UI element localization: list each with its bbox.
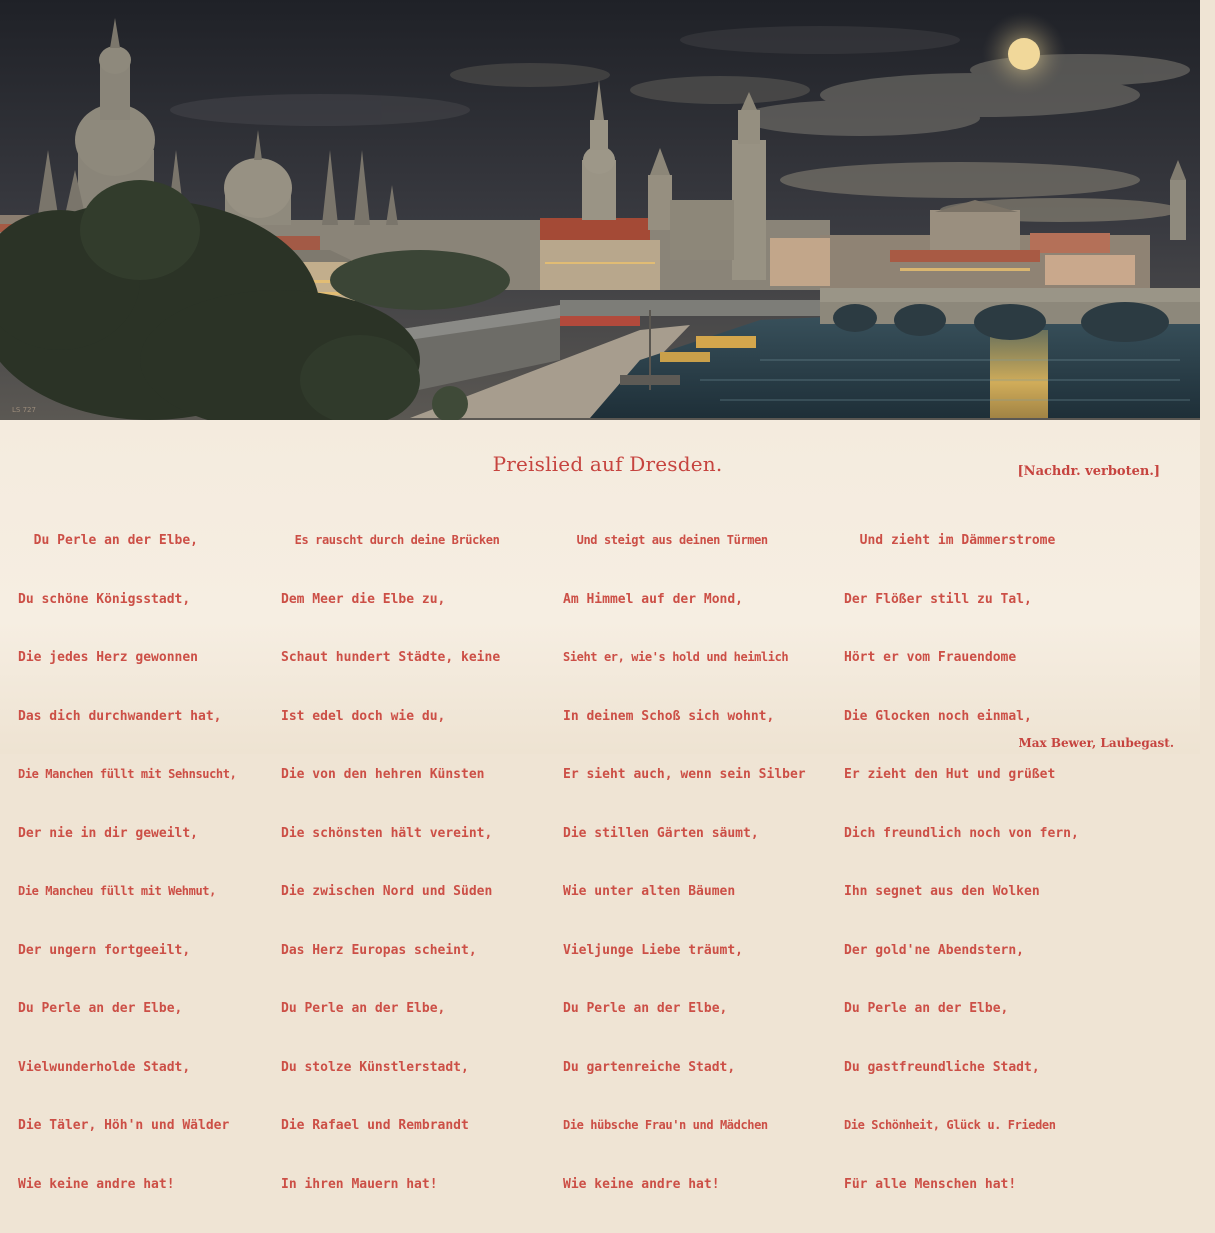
poem-stanza-1	[18, 492, 236, 1233]
poem-line: Du gartenreiche Stadt,	[563, 1059, 736, 1075]
poem-line: Du stolze Künstlerstadt,	[281, 1059, 469, 1075]
poem-line: Die Manchen füllt mit Sehnsucht,	[18, 767, 237, 781]
poem-line: Die von den hehren Künsten	[281, 767, 485, 782]
poem-line: Du Perle an der Elbe,	[563, 1001, 728, 1016]
poem-line: In ihren Mauern hat!	[281, 1176, 438, 1192]
poem-line: Und steigt aus deinen Türmen	[563, 533, 768, 547]
poem-stanza-2	[281, 492, 500, 1233]
poem-line: Er sieht auch, wenn sein Silber	[563, 767, 806, 782]
poem-line: Das dich durchwandert hat,	[18, 708, 222, 724]
dresden-night-illustration	[0, 0, 1200, 420]
poem-line: Ihn segnet aus den Wolken	[844, 884, 1040, 899]
poem-line: Der Flößer still zu Tal,	[844, 591, 1032, 607]
poem-stanza-3	[563, 492, 806, 1233]
poem-line: Wie keine andre hat!	[563, 1176, 720, 1192]
poem-title: Preislied auf Dresden.	[492, 452, 723, 476]
poem-line: Hört er vom Frauendome	[844, 650, 1017, 665]
poem-line: Wie keine andre hat!	[18, 1176, 175, 1192]
copyright-notice: [Nachdr. verboten.]	[1017, 464, 1160, 479]
poem-line: Schaut hundert Städte, keine	[281, 650, 501, 665]
poem-line: Die Mancheu füllt mit Wehmut,	[18, 884, 216, 898]
moon	[1008, 38, 1040, 70]
author-signature: Max Bewer, Laubegast.	[1018, 736, 1174, 750]
poem-line: In deinem Schoß sich wohnt,	[563, 708, 775, 724]
poem-line: Die Täler, Höh'n und Wälder	[18, 1118, 230, 1133]
poem-line: Du Perle an der Elbe,	[281, 1001, 446, 1016]
poem-line: Und zieht im Dämmerstrome	[844, 533, 1056, 548]
poem-line: Am Himmel auf der Mond,	[563, 591, 744, 607]
poem-line: Für alle Menschen hat!	[844, 1176, 1017, 1192]
poem-line: Sieht er, wie's hold und heimlich	[563, 650, 789, 664]
poem-line: Die zwischen Nord und Süden	[281, 884, 493, 899]
poem-line: Der nie in dir geweilt,	[18, 825, 199, 841]
poem-line: Wie unter alten Bäumen	[563, 884, 736, 899]
poem-line: Er zieht den Hut und grüßet	[844, 767, 1056, 782]
poem-line: Vieljunge Liebe träumt,	[563, 942, 744, 958]
poem-line: Dich freundlich noch von fern,	[844, 825, 1079, 841]
poem-line: Du Perle an der Elbe,	[844, 1001, 1009, 1016]
printer-mark: LS 727	[12, 406, 36, 414]
poem-stanza-4	[844, 492, 1079, 1233]
poem-line: Die jedes Herz gewonnen	[18, 650, 199, 665]
poem-line: Der gold'ne Abendstern,	[844, 942, 1025, 958]
poem-line: Das Herz Europas scheint,	[281, 942, 477, 958]
poem-line: Die Glocken noch einmal,	[844, 708, 1032, 724]
poem-line: Der ungern fortgeeilt,	[18, 942, 191, 958]
poem-line: Du gastfreundliche Stadt,	[844, 1059, 1040, 1075]
moon-reflection	[990, 330, 1048, 418]
poem-line: Die Schönheit, Glück u. Frieden	[844, 1118, 1056, 1132]
poem-line: Dem Meer die Elbe zu,	[281, 591, 446, 607]
poem-line: Du Perle an der Elbe,	[18, 533, 199, 548]
poem-line: Die stillen Gärten säumt,	[563, 825, 759, 841]
poem-line: Die hübsche Frau'n und Mädchen	[563, 1118, 768, 1132]
poem-line: Du schöne Königsstadt,	[18, 591, 191, 607]
poem-line: Die Rafael und Rembrandt	[281, 1118, 469, 1133]
poem-line: Vielwunderholde Stadt,	[18, 1059, 191, 1075]
poem-line: Du Perle an der Elbe,	[18, 1001, 183, 1016]
poem-line: Die schönsten hält vereint,	[281, 825, 493, 841]
poem-line: Ist edel doch wie du,	[281, 708, 446, 724]
poem-line: Es rauscht durch deine Brücken	[281, 533, 500, 547]
